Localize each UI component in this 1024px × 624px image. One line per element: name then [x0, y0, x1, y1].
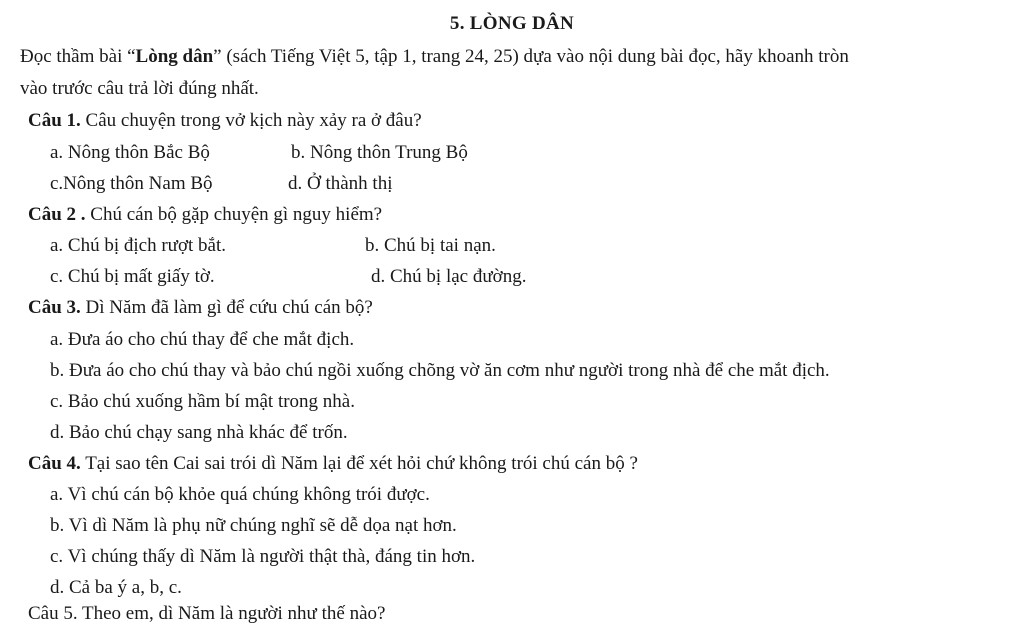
intro-suffix: ” (sách Tiếng Việt 5, tập 1, trang 24, 25) dựa vào nội dung bài đọc, hãy khoanh tròn	[213, 46, 849, 67]
question-4-text: Tại sao tên Cai sai trói dì Năm lại để xét hỏi chứ không trói chú cán bộ ?	[80, 453, 638, 474]
intro-prefix: Đọc thầm bài “	[20, 46, 136, 67]
question-5-cut-off: Câu 5. Theo em, dì Năm là người như thế nào?	[28, 603, 386, 624]
question-3-label: Câu 3.	[28, 297, 81, 318]
question-4-option-b: b. Vì dì Năm là phụ nữ chúng nghĩ sẽ dễ dọa nạt hơn.	[50, 515, 457, 536]
question-4-option-c: c. Vì chúng thấy dì Năm là người thật thà, đáng tin hơn.	[50, 546, 476, 567]
intro-line-1	[20, 47, 849, 66]
question-3-option-a: a. Đưa áo cho chú thay để che mắt địch.	[50, 329, 355, 350]
question-1-option-d: d. Ở thành thị	[288, 173, 393, 194]
intro-bold-title: Lòng dân	[135, 46, 214, 67]
page-title: 5. LÒNG DÂN	[449, 13, 575, 34]
question-2-text: Chú cán bộ gặp chuyện gì nguy hiểm?	[85, 204, 383, 225]
question-1-text: Câu chuyện trong vở kịch này xảy ra ở đâu?	[80, 110, 422, 131]
question-1-option-a: a. Nông thôn Bắc Bộ	[50, 142, 210, 163]
question-3-option-b: b. Đưa áo cho chú thay và bảo chú ngồi xuống chõng vờ ăn cơm như người trong nhà để che mắt địch.	[50, 360, 830, 381]
question-2-option-a: a. Chú bị địch rượt bắt.	[50, 235, 227, 256]
question-2-option-d: d. Chú bị lạc đường.	[371, 266, 527, 287]
question-4-option-a: a. Vì chú cán bộ khỏe quá chúng không trói được.	[50, 484, 430, 505]
question-1-option-b: b. Nông thôn Trung Bộ	[291, 142, 468, 163]
question-1	[28, 111, 422, 130]
intro-line-2: vào trước câu trả lời đúng nhất.	[20, 78, 259, 99]
question-2	[28, 205, 382, 224]
question-2-option-c: c. Chú bị mất giấy tờ.	[50, 266, 215, 287]
question-4	[28, 454, 638, 473]
question-2-option-b: b. Chú bị tai nạn.	[365, 235, 496, 256]
question-3-option-d: d. Bảo chú chạy sang nhà khác để trốn.	[50, 422, 348, 443]
question-3	[28, 298, 373, 317]
question-4-option-d: d. Cả ba ý a, b, c.	[50, 577, 182, 598]
question-4-label: Câu 4.	[28, 453, 81, 474]
question-1-label: Câu 1.	[28, 110, 81, 131]
question-3-text: Dì Năm đã làm gì để cứu chú cán bộ?	[80, 297, 373, 318]
question-3-option-c: c. Bảo chú xuống hầm bí mật trong nhà.	[50, 391, 355, 412]
question-1-option-c: c.Nông thôn Nam Bộ	[50, 173, 213, 194]
question-2-label: Câu 2 .	[28, 204, 86, 225]
